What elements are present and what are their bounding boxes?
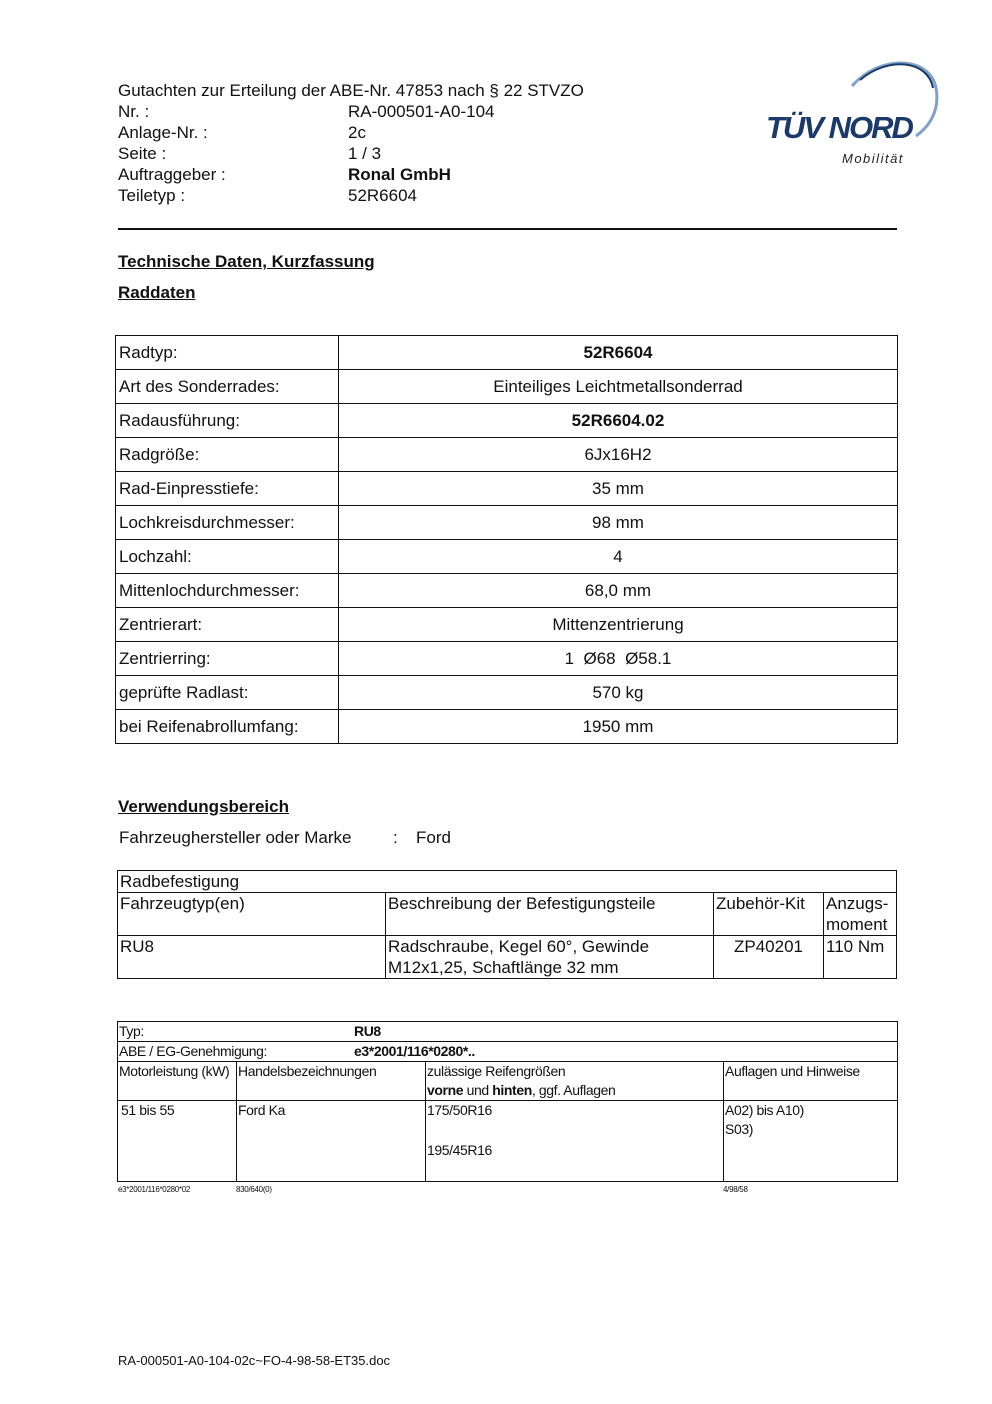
column-header: Fahrzeugtyp(en) — [118, 893, 386, 936]
reifen-und: und — [463, 1082, 493, 1098]
raddaten-label: geprüfte Radlast: — [116, 676, 339, 710]
radbefestigung-title: Radbefestigung — [118, 871, 897, 893]
table-row — [116, 608, 898, 642]
header-value-nr: RA-000501-A0-104 — [348, 102, 495, 121]
logo-subtitle: Mobilität — [842, 151, 904, 166]
abe-row — [118, 1042, 898, 1062]
table-row — [116, 438, 898, 472]
raddaten-value: 98 mm — [339, 506, 898, 540]
motorleistung-value: 51 bis 55 — [118, 1101, 237, 1182]
raddaten-label: Lochzahl: — [116, 540, 339, 574]
column-header-auflagen: Auflagen und Hinweise — [724, 1062, 898, 1101]
column-header-handelsbezeichnungen: Handelsbezeichnungen — [237, 1062, 426, 1101]
reifen-vorne: vorne — [427, 1082, 464, 1098]
header-value-teiletyp: 52R6604 — [348, 186, 418, 205]
auflagen-value: A02) bis A10) — [725, 1102, 804, 1118]
footnote-code: 830/640(0) — [236, 1185, 272, 1194]
raddaten-value: 570 kg — [339, 676, 898, 710]
section-title-technische-daten: Technische Daten, Kurzfassung — [118, 252, 375, 271]
hersteller-label: Fahrzeughersteller oder Marke — [119, 828, 352, 847]
footnote-genehmigung: e3*2001/116*0280*02 — [118, 1185, 191, 1194]
section-title-raddaten: Raddaten — [118, 283, 196, 302]
column-header: Beschreibung der Befestigungsteile — [386, 893, 714, 936]
table-row — [118, 1101, 898, 1182]
section-title-verwendungsbereich: Verwendungsbereich — [118, 797, 289, 816]
reifen-rest: , ggf. Auflagen — [531, 1082, 616, 1098]
befestigung-typ: RU8 — [118, 936, 386, 979]
column-header: Zubehör-Kit — [714, 893, 824, 936]
footer-filename: RA-000501-A0-104-02c~FO-4-98-58-ET35.doc — [118, 1353, 391, 1368]
header-label-seite: Seite : — [118, 144, 167, 163]
reifen-hinten: hinten — [492, 1082, 532, 1098]
befestigung-moment: 110 Nm — [824, 936, 897, 979]
table-header-row — [118, 893, 897, 936]
raddaten-value: 6Jx16H2 — [339, 438, 898, 472]
table-row — [116, 710, 898, 744]
abe-value: e3*2001/116*0280*.. — [354, 1043, 475, 1059]
handelsbezeichnung-value: Ford Ka — [237, 1101, 426, 1182]
befestigung-kit: ZP40201 — [714, 936, 824, 979]
raddaten-label: Radausführung: — [116, 404, 339, 438]
column-header-motorleistung: Motorleistung (kW) — [118, 1062, 237, 1101]
typ-row — [118, 1022, 898, 1042]
raddaten-value: 68,0 mm — [339, 574, 898, 608]
table-row — [116, 472, 898, 506]
raddaten-value: 1950 mm — [339, 710, 898, 744]
header-label-anlage: Anlage-Nr. : — [118, 123, 208, 142]
header-divider — [118, 228, 897, 230]
fahrzeug-typ-table — [117, 1021, 898, 1182]
raddaten-table — [115, 335, 898, 744]
logo: TÜV NORD — [766, 110, 912, 145]
table-row — [116, 336, 898, 370]
header-value-anlage: 2c — [348, 123, 366, 142]
abe-label: ABE / EG-Genehmigung: — [119, 1043, 268, 1059]
radbefestigung-table — [117, 870, 897, 979]
table-row — [118, 1022, 898, 1042]
table-row — [116, 676, 898, 710]
auflagen-values — [724, 1101, 898, 1182]
typ-value: RU8 — [354, 1023, 381, 1039]
auflagen-value: S03) — [725, 1121, 753, 1137]
befestigung-beschreibung: Radschraube, Kegel 60°, Gewinde M12x1,25, Schaftlänge 32 mm — [386, 936, 714, 979]
raddaten-label: Zentrierart: — [116, 608, 339, 642]
header-label-teiletyp: Teiletyp : — [118, 186, 186, 205]
table-row — [116, 574, 898, 608]
raddaten-value: 52R6604 — [339, 336, 898, 370]
header-value-auftraggeber: Ronal GmbH — [348, 165, 451, 184]
table-row — [118, 1042, 898, 1062]
raddaten-label: bei Reifenabrollumfang: — [116, 710, 339, 744]
reifen-value: 175/50R16 — [427, 1102, 492, 1118]
reifen-spacer — [427, 1120, 722, 1141]
reifengroessen-title: zulässige Reifengrößen — [427, 1063, 566, 1079]
table-row — [116, 404, 898, 438]
document-title: Gutachten zur Erteilung der ABE-Nr. 47853 nach § 22 STVZO — [118, 81, 584, 100]
hersteller-value: Ford — [416, 828, 451, 847]
table-header-row — [118, 1062, 898, 1101]
table-row — [116, 540, 898, 574]
raddaten-label: Art des Sonderrades: — [116, 370, 339, 404]
table-row — [118, 936, 897, 979]
raddaten-value: 35 mm — [339, 472, 898, 506]
column-header-reifengroessen — [426, 1062, 724, 1101]
raddaten-value: 4 — [339, 540, 898, 574]
column-header: Anzugs-moment — [824, 893, 897, 936]
header-label-nr: Nr. : — [118, 102, 150, 121]
header-label-auftraggeber: Auftraggeber : — [118, 165, 226, 184]
raddaten-label: Rad-Einpresstiefe: — [116, 472, 339, 506]
table-row — [116, 370, 898, 404]
reifen-values — [426, 1101, 724, 1182]
typ-label: Typ: — [119, 1023, 144, 1039]
raddaten-value: 52R6604.02 — [339, 404, 898, 438]
raddaten-value: 1 Ø68 Ø58.1 — [339, 642, 898, 676]
raddaten-label: Zentrierring: — [116, 642, 339, 676]
hersteller-separator: : — [393, 828, 398, 847]
raddaten-label: Radgröße: — [116, 438, 339, 472]
table-row — [116, 642, 898, 676]
raddaten-label: Radtyp: — [116, 336, 339, 370]
reifengroessen-subtitle — [427, 1081, 722, 1100]
table-row — [116, 506, 898, 540]
reifen-value: 195/45R16 — [427, 1142, 492, 1158]
raddaten-label: Mittenlochdurchmesser: — [116, 574, 339, 608]
header-value-seite: 1 / 3 — [348, 144, 382, 163]
footnote-ref: 4/98/58 — [723, 1185, 748, 1194]
raddaten-label: Lochkreisdurchmesser: — [116, 506, 339, 540]
raddaten-value: Mittenzentrierung — [339, 608, 898, 642]
raddaten-value: Einteiliges Leichtmetallsonderrad — [339, 370, 898, 404]
table-row — [118, 871, 897, 893]
